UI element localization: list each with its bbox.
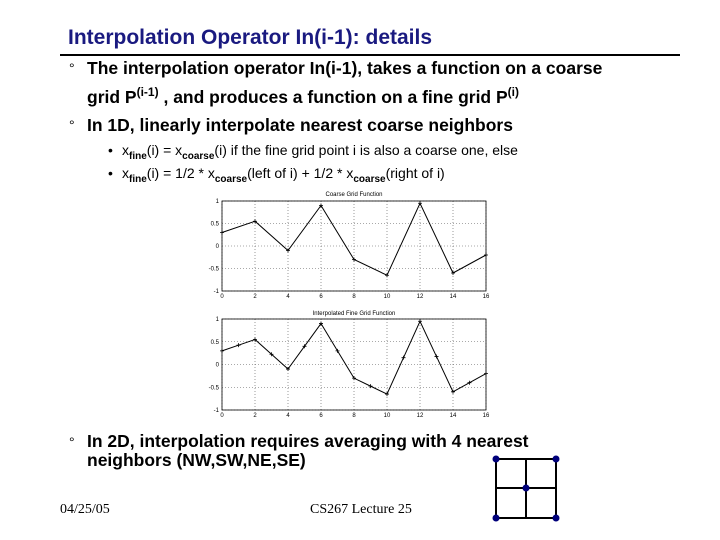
text-segment: (i) = x: [146, 142, 183, 158]
data-point: [451, 390, 455, 394]
superscript-fine: (i): [507, 85, 519, 99]
y-tick-label: -1: [213, 289, 219, 295]
bullet-text-line1: The interpolation operator In(i-1), takes a function on a coarse: [87, 58, 603, 78]
x-tick-label: 2: [253, 294, 257, 300]
x-tick-label: 16: [482, 413, 490, 419]
x-tick-label: 14: [449, 413, 457, 419]
text-segment: (left of i) + 1/2 * x: [247, 165, 354, 181]
data-point: [435, 355, 439, 359]
y-tick-label: 0: [215, 244, 219, 250]
coarse-point-sw: [493, 515, 500, 522]
data-point: [385, 273, 389, 277]
series-line: [222, 321, 486, 394]
sub-bullet-marker: •: [108, 142, 113, 158]
x-tick-label: 4: [286, 413, 290, 419]
2d-grid-diagram: [488, 452, 568, 532]
x-tick-label: 12: [416, 413, 424, 419]
bullet-marker: °: [69, 60, 75, 76]
subscript-fine: fine: [129, 173, 147, 185]
grid-label: grid P: [87, 86, 137, 107]
superscript-coarse: (i-1): [136, 85, 159, 99]
x-tick-label: 0: [220, 413, 224, 419]
text-segment: (i) = 1/2 * x: [146, 165, 215, 181]
y-tick-label: 1: [215, 199, 219, 205]
x-tick-label: 12: [416, 294, 424, 300]
y-tick-label: -0.5: [208, 385, 219, 392]
fine-point-center: [523, 485, 530, 492]
y-tick-label: 0.5: [210, 221, 219, 228]
x-tick-label: 4: [286, 294, 290, 300]
data-point: [220, 231, 224, 235]
subscript-coarse: coarse: [182, 150, 215, 162]
x-tick-label: 8: [352, 294, 356, 300]
x-tick-label: 6: [319, 294, 323, 300]
chart-title: Interpolated Fine Grid Function: [312, 311, 396, 317]
text-segment: (right of i): [385, 165, 445, 181]
bullet-text: In 1D, linearly interpolate nearest coarse neighbors: [87, 115, 513, 135]
chart-title: Coarse Grid Function: [325, 192, 383, 198]
x-tick-label: 8: [352, 413, 356, 419]
footer-date: 04/25/05: [60, 502, 110, 517]
footer-course: CS267 Lecture 25: [310, 502, 412, 517]
x-tick-label: 0: [220, 294, 224, 300]
subscript-coarse: coarse: [353, 173, 386, 185]
bullet-text-line2: neighbors (NW,SW,NE,SE): [87, 450, 306, 470]
data-point: [468, 381, 472, 385]
chart-coarse: [209, 192, 490, 300]
bullet-marker: °: [69, 117, 75, 133]
subscript-coarse: coarse: [214, 173, 248, 185]
y-tick-label: 0: [215, 362, 219, 369]
data-point: [418, 319, 422, 323]
data-point: [484, 372, 488, 376]
sub-bullet-marker: •: [108, 165, 113, 181]
x-tick-label: 10: [383, 294, 391, 300]
data-point: [451, 271, 455, 275]
data-point: [484, 253, 488, 257]
bullet-2d-interpolation: [0, 432, 720, 476]
data-point: [418, 201, 422, 205]
y-tick-label: -1: [213, 408, 219, 414]
slide-title: Interpolation Operator In(i-1): details: [68, 26, 433, 49]
data-point: [385, 392, 389, 396]
text-segment: (i) if the fine grid point i is also a coarse one, else: [214, 142, 518, 158]
subscript-fine: fine: [129, 150, 147, 162]
chart-fine: [209, 311, 490, 419]
coarse-point-se: [553, 515, 560, 522]
bullet-text-line1: In 2D, interpolation requires averaging with 4 nearest: [87, 431, 529, 451]
y-tick-label: -0.5: [208, 266, 219, 273]
coarse-point-nw: [493, 456, 500, 463]
var-x: x: [122, 142, 129, 158]
x-tick-label: 14: [449, 294, 457, 300]
x-tick-label: 2: [253, 413, 257, 419]
x-tick-label: 6: [319, 413, 323, 419]
coarse-point-ne: [553, 456, 560, 463]
bullet-text-continued: , and produces a function on a fine grid P: [163, 86, 508, 107]
bullet-marker: °: [69, 434, 75, 450]
data-point: [402, 356, 406, 360]
y-tick-label: 0.5: [210, 339, 219, 346]
y-tick-label: 1: [215, 317, 219, 323]
data-point: [220, 349, 224, 353]
x-tick-label: 10: [383, 413, 391, 419]
var-x: x: [122, 165, 129, 181]
x-tick-label: 16: [482, 294, 490, 300]
data-point: [237, 343, 241, 347]
